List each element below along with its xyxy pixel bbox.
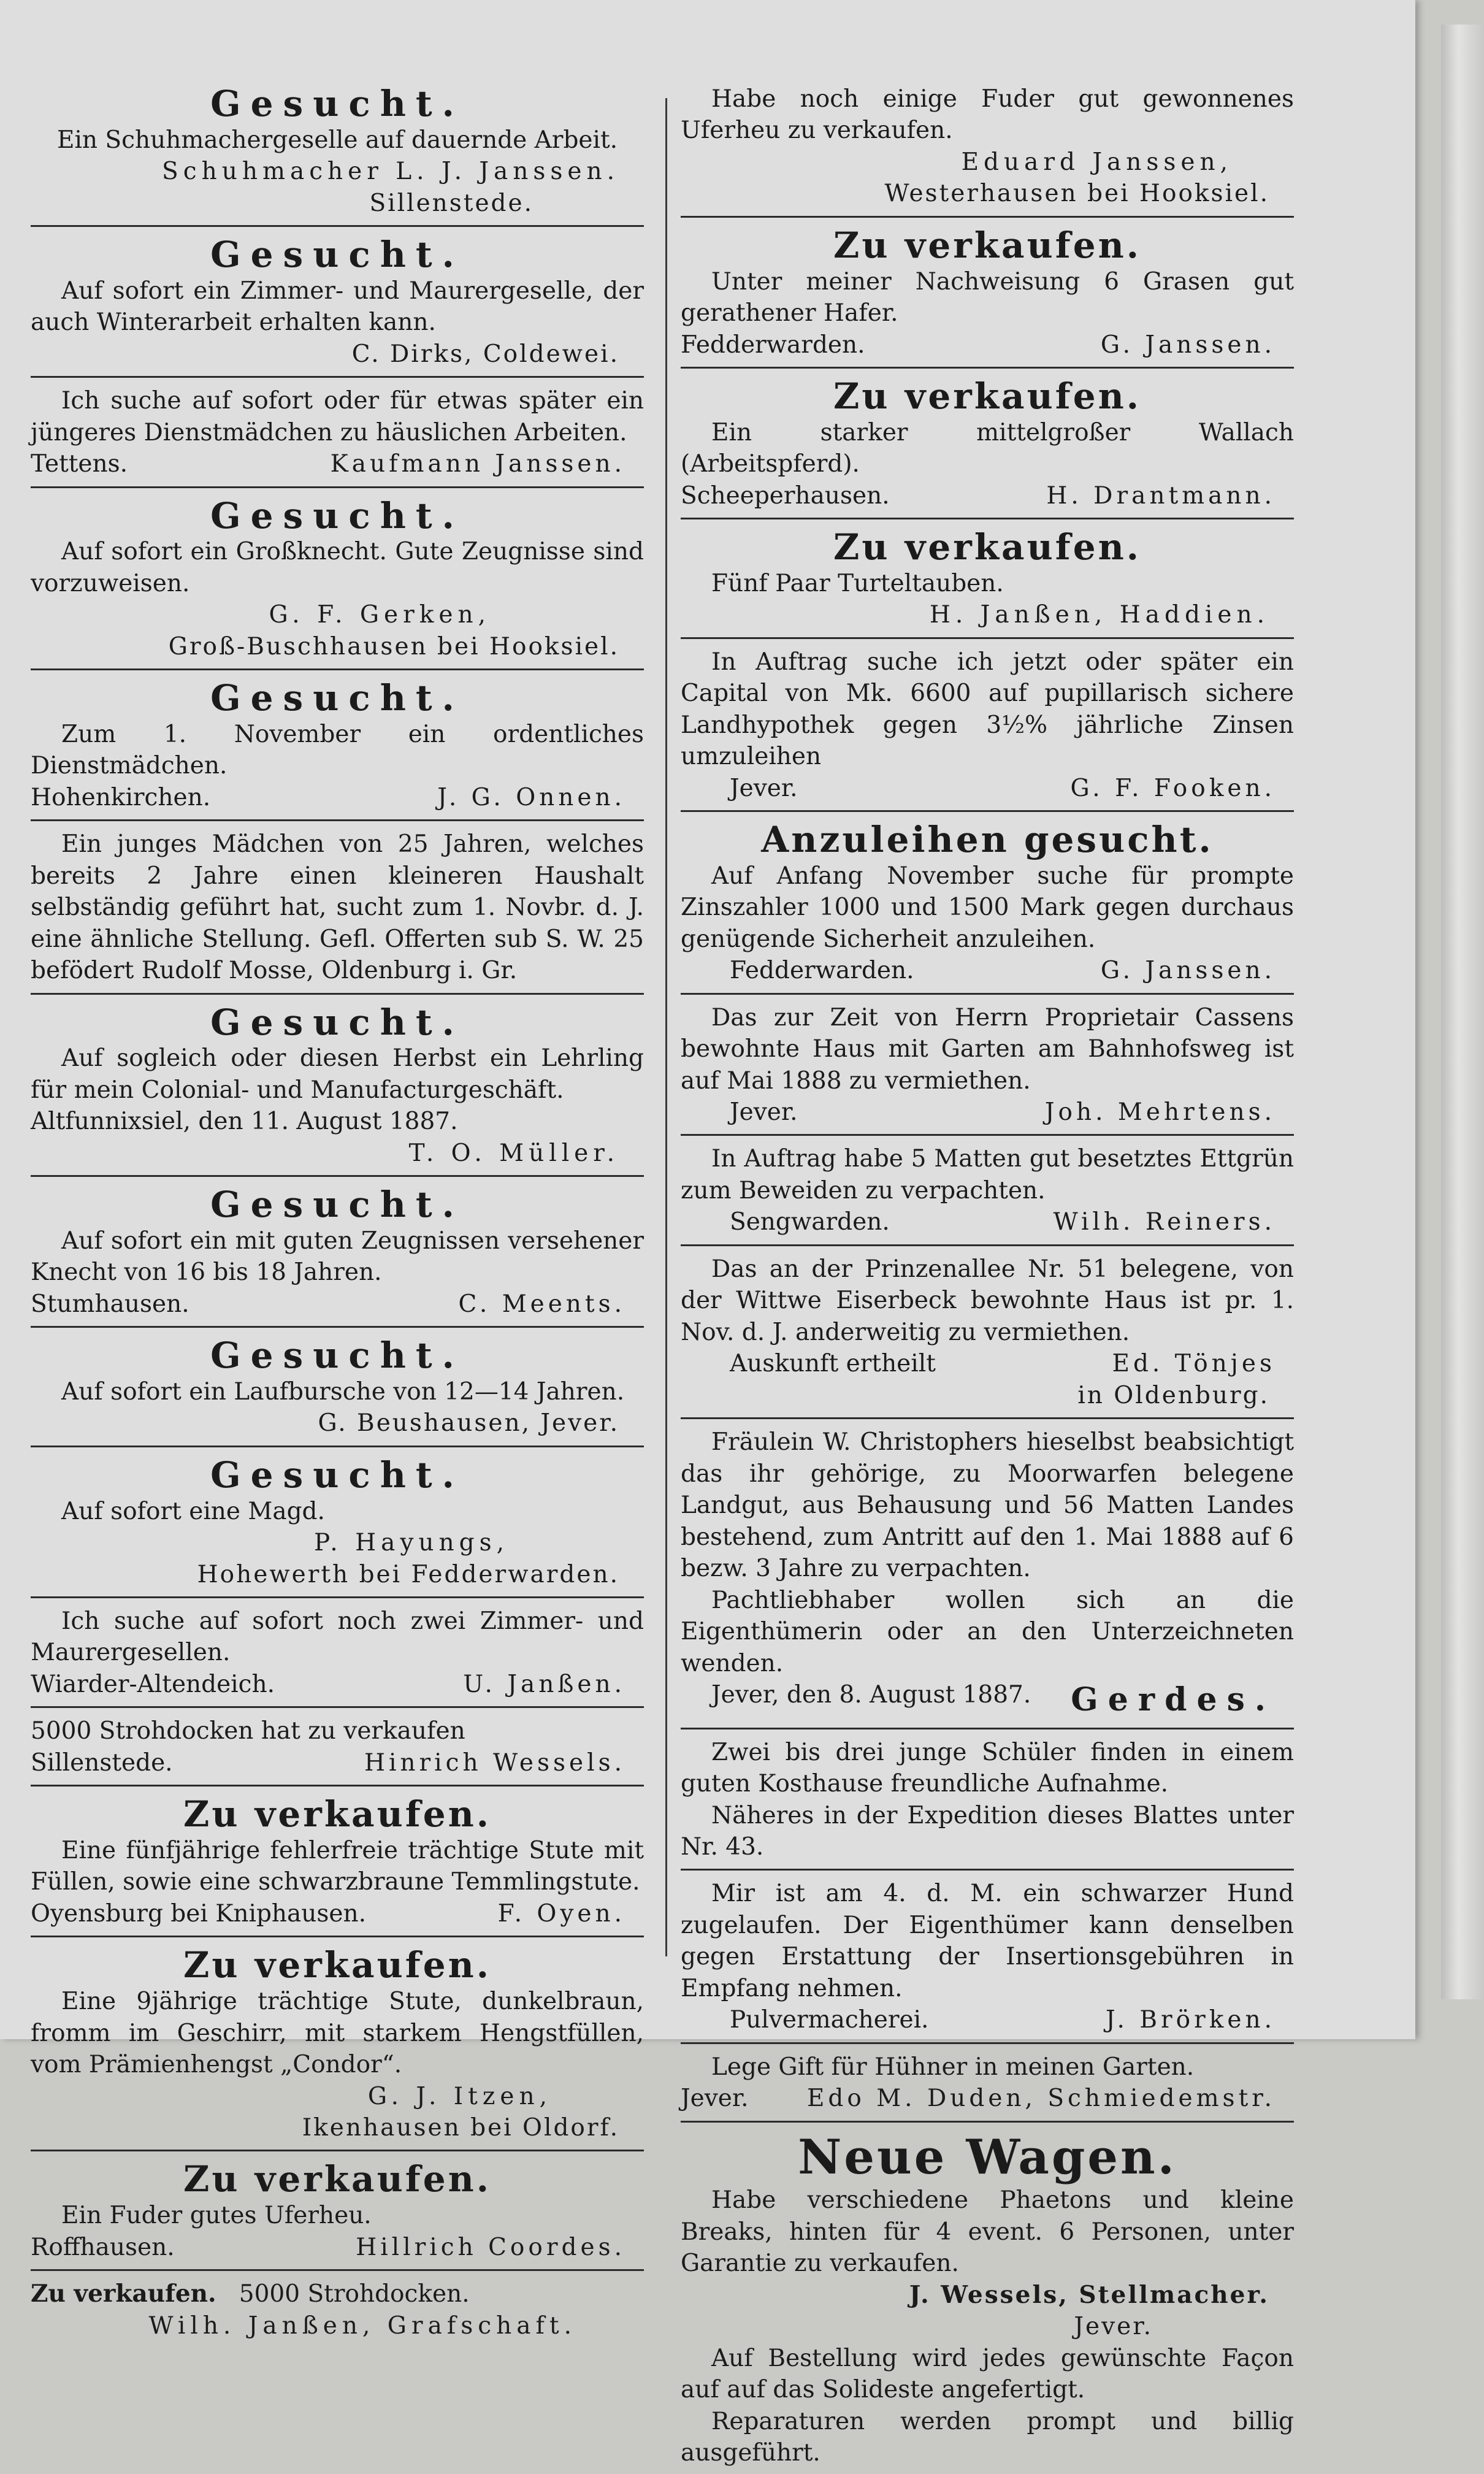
separator-rule [31,1596,644,1598]
ad-text: Ein Fuder gutes Uferheu. [61,2202,372,2230]
ad-place: Sillenstede. [369,189,534,217]
ad-footer [681,329,1294,361]
ad-place: Tettens. [31,450,128,478]
ad-signature: J. G. Onnen. [437,783,625,811]
separator-rule [681,993,1294,995]
ad-place: Jever. [730,774,798,802]
ad-signature: Ed. Tönjes [1112,1350,1276,1378]
ad-signature: C. Meents. [458,1290,625,1318]
ad-neue-wagen [681,2126,1294,2474]
ad-signature: G. Janssen. [1100,331,1276,359]
ad-place: Jever. [730,1098,798,1126]
separator-rule [681,2042,1294,2044]
ad-signature: Gerdes. [1071,1680,1276,1718]
column-divider [665,98,667,1956]
ad-text-2: Näheres in der Expedition dieses Blattes unter Nr. 43. [681,1801,1294,1861]
ad-footer [31,1289,644,1320]
ad-strohdocken-sillenstede [31,1712,644,1783]
ad-signature: Schuhmacher L. J. Janssen. [162,158,619,186]
separator-rule [681,1728,1294,1729]
ad-gesucht-knecht [31,1181,644,1325]
ad-verkaufen-hafer [681,221,1294,366]
ad-text: Ein junges Mädchen von 25 Jahren, welches bereits 2 Jahre einen kleineren Haushalt selbständig geführt hat, sucht zum 1. Novbr. d. J. eine ähnliche Stellung. Gefl. Offerten sub S. W. 25 befödert Rudolf Mosse, Oldenburg i. Gr. [31,830,644,985]
ad-footer [681,773,1294,804]
right-column [681,80,1294,2474]
separator-rule [31,1706,644,1708]
ad-haus-vermiethen [681,998,1294,1133]
ad-text: Auf sogleich oder diesen Herbst ein Lehrling für mein Colonial- und Manufacturgeschäft. [31,1044,644,1104]
ad-place: Pulvermacherei. [730,2006,929,2034]
ad-signature: Hinrich Wessels. [364,1748,625,1777]
ad-footer [31,2232,644,2263]
ad-footer [681,2004,1294,2035]
ad-signature: Wilh. Reiners. [1053,1208,1276,1236]
ad-text: 5000 Strohdocken hat zu verkaufen [31,1717,465,1745]
ad-date: Altfunnixsiel, den 11. August 1887. [31,1108,458,1136]
ad-text: Ein Schuhmachergeselle auf dauernde Arbeit. [56,126,618,154]
separator-rule [681,1417,1294,1419]
ad-text: Unter meiner Nachweisung 6 Grasen gut gerathener Hafer. [681,267,1294,327]
ad-anzuleihen-gesucht [681,816,1294,992]
ad-signature: C. Dirks, Coldewei. [351,340,619,368]
ad-heading: Zu verkaufen. [833,375,1141,417]
ad-text [31,2278,644,2310]
ad-signature: Wilh. Janßen, Grafschaft. [148,2311,576,2340]
separator-rule [681,1244,1294,1246]
ad-date: Jever, den 8. August 1887. [711,1680,1031,1709]
ad-place: Groß-Buschhausen bei Hooksiel. [168,632,619,661]
separator-rule [681,367,1294,369]
ad-signature: G. Beushausen, Jever. [318,1409,619,1438]
ad-gesucht-dienstmaedchen [31,674,644,818]
ad-text: Eine 9jährige trächtige Stute, dunkelbraun, fromm im Geschirr, mit starkem Hengstfüllen, vom Prämienhengst „Condor“. [31,1988,644,2079]
ad-text: In Auftrag habe 5 Matten gut besetztes Ettgrün zum Beweiden zu verpachten. [681,1145,1294,1204]
ad-dienstmaedchen-tettens [31,381,644,484]
ad-heading: Gesucht. [210,1453,464,1496]
ad-place: Oyensburg bei Kniphausen. [31,1899,367,1928]
separator-rule [31,1446,644,1447]
ad-text: Habe noch einige Fuder gut gewonnenes Uferheu zu verkaufen. [681,85,1294,145]
ad-signature: U. Janßen. [463,1670,625,1698]
ad-place: Stumhausen. [31,1290,189,1318]
separator-rule [31,2150,644,2151]
ad-footer [681,1097,1294,1128]
ad-text-2: Pachtliebhaber wollen sich an die Eigenthümerin oder an den Unterzeichneten wenden. [681,1586,1294,1677]
ad-place: Hohewerth bei Fedderwarden. [197,1560,619,1588]
separator-rule [681,810,1294,812]
separator-rule [31,486,644,488]
ad-text: Ein starker mittelgroßer Wallach (Arbeitspferd). [681,418,1294,478]
ad-heading: Gesucht. [210,234,464,276]
ad-text-3: Reparaturen werden prompt und billig ausgeführt. [681,2407,1294,2467]
ad-place: Hohenkirchen. [31,783,211,811]
separator-rule [31,1175,644,1177]
ad-footer [681,1679,1294,1721]
ad-footer [681,955,1294,986]
ad-gesucht-schuhmacher [31,80,644,224]
ad-footer [681,2083,1294,2114]
book-page-edge [1441,25,1484,1999]
separator-rule [681,2121,1294,2123]
ad-heading: Zu verkaufen. [183,1944,491,1986]
ad-gift-huehner [681,2048,1294,2120]
ad-heading: Gesucht. [210,1335,464,1377]
ad-signature: T. O. Müller. [408,1139,619,1167]
ad-text: Auf sofort ein mit guten Zeugnissen versehener Knecht von 16 bis 18 Jahren. [31,1227,644,1287]
ad-heading: Gesucht. [210,494,464,537]
ad-place: Sillenstede. [31,1748,173,1777]
ad-signature: G. F. Fooken. [1070,774,1276,802]
separator-rule [31,1785,644,1787]
ad-verkaufen-turteltauben [681,523,1294,636]
ad-place: Ikenhausen bei Oldorf. [302,2113,619,2142]
separator-rule [31,225,644,227]
ad-kosthaus [681,1733,1294,1868]
ad-signature: G. J. Itzen, [367,2082,552,2110]
ad-signature: J. Wessels, Stellmacher. [909,2280,1269,2309]
ad-signature: F. Oyen. [497,1899,625,1928]
ad-place: Fedderwarden. [730,957,914,985]
ad-gesucht-magd [31,1451,644,1595]
ad-note: Auskunft ertheilt [730,1350,936,1378]
ad-heading: Anzuleihen gesucht. [761,819,1214,861]
ad-signature: Kaufmann Janssen. [330,450,625,478]
separator-rule [31,1936,644,1937]
ad-footer [31,1669,644,1700]
ad-gesucht-maurergeselle [31,231,644,375]
ad-signature: Hillrich Coordes. [356,2233,625,2261]
ad-text: Ich suche auf sofort oder für etwas später ein jüngeres Dienstmädchen zu häuslichen Arbeiten. [31,387,644,446]
ad-verkaufen-uferheu [31,2155,644,2268]
ad-verkaufen-strohdocken [31,2275,644,2346]
ad-item: 5000 Strohdocken. [239,2280,470,2308]
ad-heading: Zu verkaufen. [183,1793,491,1836]
ad-signature: Eduard Janssen, [961,148,1233,176]
ad-place: in Oldenburg. [1077,1381,1269,1409]
ad-footer [681,480,1294,511]
ad-place: Westerhausen bei Hooksiel. [884,180,1269,208]
ad-text: Ich suche auf sofort noch zwei Zimmer- und Maurergesellen. [31,1607,644,1667]
ad-verkaufen-wallach [681,372,1294,516]
ad-label: Zu verkaufen. [31,2280,216,2308]
ad-text: Zwei bis drei junge Schüler finden in einem guten Kosthause freundliche Aufnahme. [681,1738,1294,1798]
separator-rule [31,376,644,378]
left-column [31,80,644,2346]
ad-heading: Zu verkaufen. [183,2158,491,2200]
ad-heading: Gesucht. [210,1184,464,1226]
ad-place: Jever. [1074,2313,1153,2341]
ad-text: Auf sofort ein Großknecht. Gute Zeugnisse sind vorzuweisen. [31,538,644,597]
ad-footer [31,782,644,813]
separator-rule [681,1869,1294,1871]
ad-footer [681,1348,1294,1379]
ad-place: Fedderwarden. [681,331,865,359]
ad-footer [31,448,644,480]
separator-rule [31,668,644,670]
ad-heading: Zu verkaufen. [833,526,1141,569]
ad-text: Auf Anfang November suche für prompte Zinszahler 1000 und 1500 Mark gegen durchaus genügende Sicherheit anzuleihen. [681,862,1294,953]
ad-text: Mir ist am 4. d. M. ein schwarzer Hund zugelaufen. Der Eigenthümer kann denselben gegen Erstattung der Insertionsgebühren in Empfang nehmen. [681,1880,1294,2002]
ad-text: Auf sofort ein Laufbursche von 12—14 Jahren. [61,1377,625,1406]
separator-rule [31,819,644,821]
ad-signature: G. F. Gerken, [269,601,491,629]
separator-rule [31,2269,644,2271]
ad-text: Habe verschiedene Phaetons und kleine Breaks, hinten für 4 event. 6 Personen, unter Garantie zu verkaufen. [681,2186,1294,2278]
separator-rule [681,637,1294,639]
separator-rule [31,993,644,995]
ad-heading: Zu verkaufen. [833,224,1141,266]
ad-heading: Gesucht. [210,83,464,124]
ad-gesucht-lehrling [31,998,644,1174]
ad-signature: J. Brörken. [1105,2006,1276,2034]
ad-verkaufen-9jaehrige-stute [31,1941,644,2148]
ad-zimmergesellen [31,1602,644,1705]
ad-text-2: Auf Bestellung wird jedes gewünschte Façon auf auf das Solideste angefertigt. [681,2344,1294,2404]
ad-gesucht-grossknecht [31,492,644,668]
ad-footer [31,1747,644,1779]
ad-footer [31,1898,644,1929]
ad-place: Roffhausen. [31,2233,175,2261]
ad-text: Das an der Prinzenallee Nr. 51 belegene, von der Wittwe Eiserbeck bewohnte Haus ist pr. 1. Nov. d. J. anderweitig zu vermiethen. [681,1255,1294,1346]
separator-rule [31,1326,644,1328]
ad-verkaufen-stute [31,1790,644,1934]
ad-text: Fräulein W. Christophers hieselbst beabsichtigt das ihr gehörige, zu Moorwarfen belegene Landgut, aus Behausung und 56 Matten Landes bestehend, zum Antritt auf den 1. Mai 1888 auf 6 bezw. 3 Jahre zu verpachten. [681,1428,1294,1583]
separator-rule [681,518,1294,519]
ad-place: Wiarder-Altendeich. [31,1670,275,1698]
ad-signature: G. Janssen. [1100,957,1276,985]
ad-heading: Gesucht. [210,1001,464,1043]
ad-junges-maedchen [31,825,644,991]
ad-matten-verpachten [681,1139,1294,1243]
ad-signature: Joh. Mehrtens. [1044,1098,1276,1126]
ad-uferheu-westerhausen [681,80,1294,215]
ad-text: Lege Gift für Hühner in meinen Garten. [711,2053,1195,2081]
ad-hund-zugelaufen [681,1874,1294,2040]
ad-text: In Auftrag suche ich jetzt oder später ein Capital von Mk. 6600 auf pupillarisch sichere Landhypothek gegen 3½% jährliche Zinsen umzuleihen [681,648,1294,771]
ad-text: Auf sofort ein Zimmer- und Maurergeselle, der auch Winterarbeit erhalten kann. [31,277,644,337]
separator-rule [681,216,1294,218]
ad-text: Auf sofort eine Magd. [61,1497,325,1525]
ad-heading: Gesucht. [210,677,464,719]
ad-text: Zum 1. November ein ordentliches Dienstmädchen. [31,720,644,780]
ad-footer [681,1206,1294,1238]
separator-rule [681,1134,1294,1136]
ad-signature: H. Janßen, Haddien. [929,601,1269,629]
ad-place: Sengwarden. [730,1208,890,1236]
ad-place: Jever. [681,2085,749,2113]
ad-prinzenallee [681,1250,1294,1416]
ad-gesucht-laufbursche [31,1331,644,1444]
ad-text: Fünf Paar Turteltauben. [711,569,1004,597]
ad-text: Eine fünfjährige fehlerfreie trächtige Stute mit Füllen, sowie eine schwarzbraune Temmlingstute. [31,1837,644,1896]
ad-signature: P. Hayungs, [313,1529,509,1557]
ad-text: Das zur Zeit von Herrn Proprietair Cassens bewohnte Haus mit Garten am Bahnhofsweg ist auf Mai 1888 zu vermiethen. [681,1003,1294,1095]
ad-signature: Edo M. Duden, Schmiedemstr. [806,2085,1276,2113]
ad-heading: Neue Wagen. [798,2129,1177,2185]
ad-landgut-verpachten [681,1423,1294,1726]
ad-place: Scheeperhausen. [681,481,890,510]
ad-signature: H. Drantmann. [1046,481,1276,510]
ad-capital-gesucht [681,643,1294,809]
